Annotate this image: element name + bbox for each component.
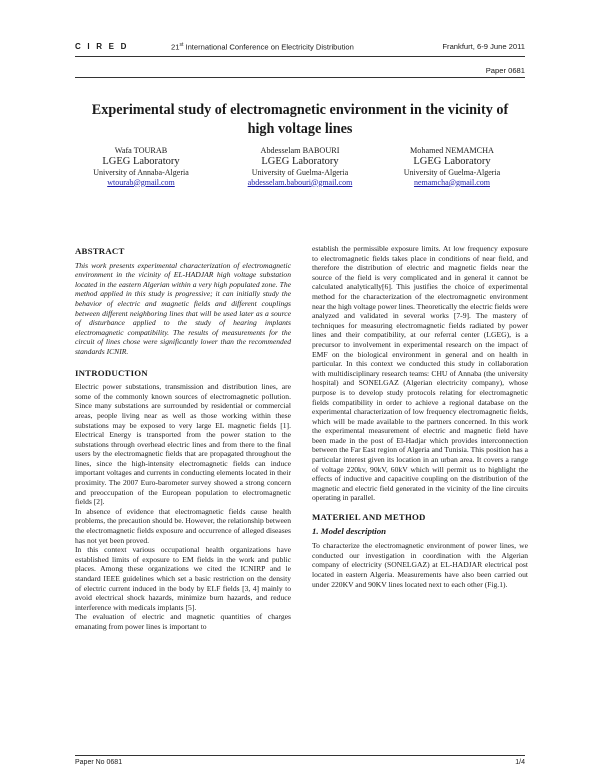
intro-paragraph: In this context various occupational health organizations have established limits of exposure to EM fields in the work and public places. Among these organizations we cited the ICNIRP and le standard IEEE guidelines which set a basic restriction on the density of electric current induced in the body by ELF fields [3, 4] mainly to avoid electrical shock hazards, minimize burn hazards, and reduce interference with medicals implants [5].	[75, 545, 291, 612]
author-lab: LGEG Laboratory	[413, 155, 491, 167]
author-affiliation: University of Guelma-Algeria	[251, 167, 349, 177]
author-3	[372, 146, 532, 187]
author-affiliation: University of Annaba-Algeria	[93, 167, 189, 177]
abstract-heading: ABSTRACT	[75, 246, 125, 256]
intro-paragraph: The evaluation of electric and magnetic quantities of charges emanating from power lines is important to	[75, 612, 291, 631]
running-header	[75, 42, 525, 54]
author-email-link[interactable]: abdesselam.babouri@gmail.com	[247, 177, 353, 187]
author-2	[220, 146, 380, 187]
footer-rule	[75, 755, 525, 756]
left-column	[75, 247, 291, 632]
body-paragraph: establish the permissible exposure limits. At low frequency exposure to electromagnetic fields takes place in conditions of near field, and therefore the distribution of electric and magnetic fields near the source of the field is very complicated and in general it cannot be calculated analytically[6]. This justifies the choice of experimental method for the characterization of the electromagnetic environment near the high voltage power lines. Theoretically the electric fields were analyzed and validated in several works [7-9]. The mastery of techniques for measuring electromagnetic fields radiated by power lines and their compatibility, at our referral center (LGEG), is a precursor to involvement in experimental research on the impact of EMF on the biological environment in general and on health in particular. In this context we conducted this study in collaboration with multidisciplinary research teams: CHU of Annaba (the university hospital) and SONELGAZ (Algerian electricity company), whose purpose is to develop study protocols relating for electromagnetic fields compatibility in order to achieve a regional database on the experimental characterization of low frequency electromagnetic fields, which will be made available to the partners concerned. In this work the experimental measurement of electric and magnetic field have been made in the post of El-Hadjar which provides interconnection between the Far East region of Algeria and Tunisia. This position has a particular interest given its location in an urban area. It covers a range of voltage 220kv, 90kV, 60kV which will permit us to highlight the effects of inductive and capacitive coupling on the distribution of the magnetic and electric field generated in the vicinity of the line circuits operating in parallel.	[312, 244, 528, 503]
intro-paragraph: In absence of evidence that electromagnetic fields cause health problems, the precaution should be. However, the relationship between the electromagnetic fields exposure and occurrence of alleged diseases has not yet been proved.	[75, 506, 291, 545]
header-rule	[75, 56, 525, 57]
author-block	[75, 146, 525, 201]
author-lab: LGEG Laboratory	[102, 155, 180, 167]
author-affiliation: University of Guelma-Algeria	[403, 167, 501, 177]
header-rule-2	[75, 77, 525, 78]
author-email-link[interactable]: wtourab@gmail.com	[107, 177, 175, 187]
location-date: Frankfurt, 6-9 June 2011	[442, 42, 525, 51]
paper-title: Experimental study of electromagnetic environment in the vicinity of high voltage lines	[91, 102, 509, 137]
author-name: Wafa TOURAB	[114, 146, 168, 155]
author-name: Abdesselam BABOURI	[260, 146, 340, 155]
right-column	[312, 244, 528, 589]
paper-number: Paper 0681	[485, 66, 525, 75]
model-heading: 1. Model description	[312, 525, 387, 536]
footer-paper-number: Paper No 0681	[75, 759, 123, 766]
author-lab: LGEG Laboratory	[261, 155, 339, 167]
author-email-link[interactable]: nemamcha@gmail.com	[413, 177, 490, 187]
page-number: 1/4	[515, 759, 525, 766]
method-heading: MATERIEL AND METHOD	[312, 512, 426, 523]
model-paragraph: To characterize the electromagnetic environment of power lines, we conducted our investigation in coordination with the Algerian company of electricity (SONELGAZ) at EL-HADJAR electrical post located in eastern Algeria. Measurements have also been carried out under 220KV and 90KV lines located next to each other (Fig.1).	[312, 541, 528, 589]
org-name: C I R E D	[75, 42, 129, 51]
conference-name: 21st International Conference on Electricity Distribution	[171, 42, 354, 52]
intro-heading: INTRODUCTION	[75, 367, 148, 378]
abstract-text: This work presents experimental characterization of electromagnetic environment in the vicinity of EL-HADJAR high voltage substation located in the eastern Algerian within a very high populated zone. The method applied in this study is progressive; it can initially study the behavior of electric and magnetic fields and different couplings between different neighboring lines that will be used later as a source of disturbance applied to the study of hearing implants electromagnetic compatibility. The results of measurements for the circuit of lines chose were significantly lower than the recommended standards ICNIR.	[75, 260, 291, 356]
intro-paragraph: Electric power substations, transmission and distribution lines, are some of the commonly known sources of electromagnetic pollution. Since many substations are surrounded by residential or commercial areas, people living near as well as those working within these substations may be exposed to very large EL magnetic fields [1]. Electrical Energy is transported from the power station to the substations through overhead electric lines and from there to the final users by the electromagnetic fields that are propagated throughout the lines, since the high-intensity electromagnetic fields can induce important voltages and currents in conducting elements located in their proximity. The 2007 Euro-barometer survey showed a strong concern and preoccupation of the European population to electromagnetic fields [2].	[75, 382, 291, 507]
author-name: Mohamed NEMAMCHA	[410, 146, 494, 155]
author-1	[61, 146, 221, 187]
